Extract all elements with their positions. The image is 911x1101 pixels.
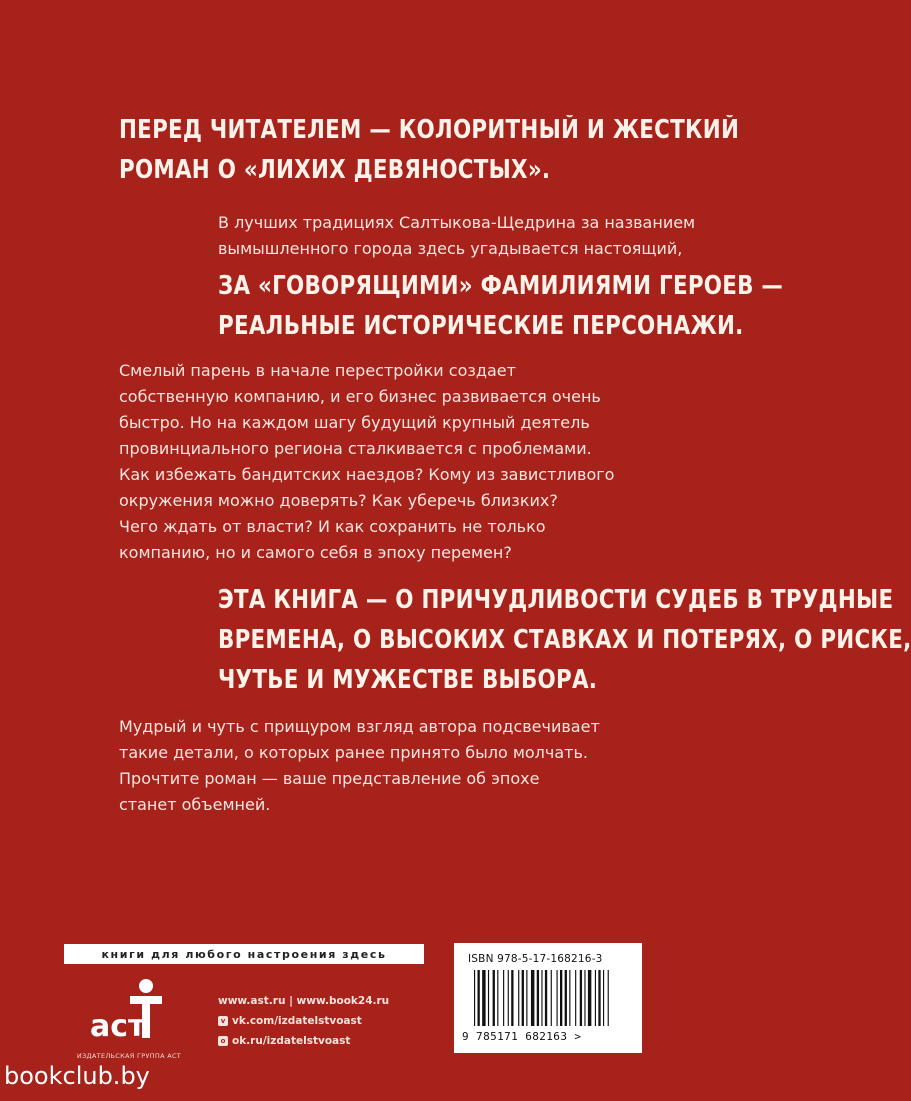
- ast-logo: [84, 976, 170, 1056]
- sites-text[interactable]: www.ast.ru | www.book24.ru: [218, 995, 390, 1007]
- paragraph-plot: [119, 358, 614, 566]
- website-links[interactable]: [218, 992, 389, 1010]
- paragraph-line: собственную компанию, и его бизнес развивается очень: [119, 387, 601, 406]
- paragraph-line: Прочтите роман — ваше представление об эпохе: [119, 769, 540, 788]
- ok-link[interactable]: [218, 1032, 389, 1050]
- headline-line: ПЕРЕД ЧИТАТЕЛЕМ — КОЛОРИТНЫЙ И ЖЕСТКИЙ: [119, 115, 740, 145]
- vk-icon: v: [218, 1016, 228, 1026]
- vk-text[interactable]: vk.com/izdatelstvoast: [232, 1015, 362, 1027]
- ok-text[interactable]: ok.ru/izdatelstvoast: [232, 1035, 351, 1047]
- paragraph-tradition: [218, 210, 695, 262]
- publisher-links: [218, 992, 389, 1050]
- headline-line: РОМАН О «ЛИХИХ ДЕВЯНОСТЫХ».: [119, 155, 551, 185]
- headline-line: ЗА «ГОВОРЯЩИМИ» ФАМИЛИЯМИ ГЕРОЕВ —: [218, 271, 784, 301]
- site-watermark: bookclub.by: [4, 1062, 150, 1090]
- headline-line: ЭТА КНИГА — О ПРИЧУДЛИВОСТИ СУДЕБ В ТРУДНЫЕ: [218, 585, 894, 615]
- paragraph-line: компанию, но и самого себя в эпоху перемен?: [119, 543, 512, 562]
- headline-line: РЕАЛЬНЫЕ ИСТОРИЧЕСКИЕ ПЕРСОНАЖИ.: [218, 311, 744, 341]
- headline-line: ЧУТЬЕ И МУЖЕСТВЕ ВЫБОРА.: [218, 665, 598, 695]
- paragraph-line: станет объемней.: [119, 795, 271, 814]
- paragraph-line: быстро. Но на каждом шагу будущий крупный деятель: [119, 413, 590, 432]
- logo-wordmark: аст: [90, 1009, 146, 1044]
- barcode-icon: [474, 970, 634, 1028]
- headline-line: ВРЕМЕНА, О ВЫСОКИХ СТАВКАХ И ПОТЕРЯХ, О РИСКЕ,: [218, 625, 911, 655]
- paragraph-line: Чего ждать от власти? И как сохранить не только: [119, 517, 546, 536]
- publisher-caption: ИЗДАТЕЛЬСКАЯ ГРУППА АСТ: [76, 1052, 182, 1060]
- paragraph-line: Мудрый и чуть с прищуром взгляд автора подсвечивает: [119, 717, 600, 736]
- paragraph-line: Как избежать бандитских наездов? Кому из завистливого: [119, 465, 615, 484]
- paragraph-author-view: [119, 714, 600, 818]
- publisher-slogan: книги для любого настроения здесь: [64, 944, 424, 964]
- paragraph-line: окружения можно доверять? Как уберечь близких?: [119, 491, 558, 510]
- headline-theme: [218, 580, 911, 700]
- paragraph-line: В лучших традициях Салтыкова-Щедрина за названием: [218, 213, 696, 232]
- ok-icon: o: [218, 1036, 228, 1046]
- paragraph-line: такие детали, о которых ранее принято было молчать.: [119, 743, 588, 762]
- paragraph-line: Смелый парень в начале перестройки создает: [119, 361, 516, 380]
- barcode-digits: 9 785171 682163 >: [462, 1030, 582, 1043]
- vk-link[interactable]: [218, 1012, 389, 1030]
- paragraph-line: провинциального региона сталкивается с проблемами.: [119, 439, 592, 458]
- headline-characters: [218, 266, 783, 346]
- headline-intro: [119, 110, 739, 190]
- paragraph-line: вымышленного города здесь угадывается настоящий,: [218, 239, 683, 258]
- isbn-number: ISBN 978-5-17-168216-3: [468, 953, 603, 965]
